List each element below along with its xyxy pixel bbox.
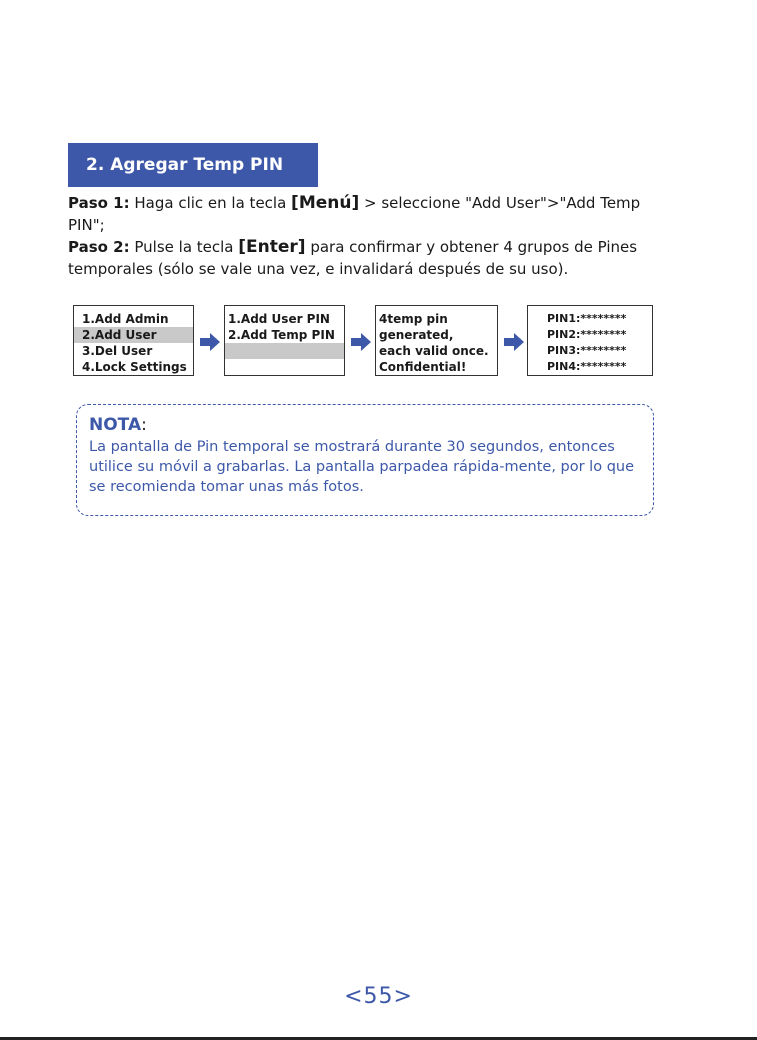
pin-line: PIN2:******** bbox=[547, 328, 627, 341]
menu-highlight-row bbox=[225, 343, 344, 359]
lcd-screen-main-menu bbox=[73, 305, 194, 376]
page-number: <55> bbox=[344, 984, 413, 1009]
pin-line: PIN3:******** bbox=[547, 344, 627, 357]
note-colon: : bbox=[141, 415, 147, 435]
note-heading bbox=[89, 413, 641, 437]
menu-item-add-admin: 1.Add Admin bbox=[82, 312, 169, 326]
step-1-text-a: Haga clic en la tecla bbox=[129, 194, 292, 212]
message-line: 4temp pin bbox=[379, 312, 448, 326]
note-box bbox=[76, 404, 654, 516]
step-2 bbox=[68, 236, 678, 280]
step-2-text-a: Pulse la tecla bbox=[129, 238, 239, 256]
pin-line: PIN1:******** bbox=[547, 312, 627, 325]
enter-key: [Enter] bbox=[238, 237, 306, 257]
lcd-screen-add-user-menu bbox=[224, 305, 345, 376]
pin-line: PIN4:******** bbox=[547, 360, 627, 373]
message-line: generated, bbox=[379, 328, 454, 342]
note-title: NOTA bbox=[89, 415, 142, 435]
menu-item-add-user: 2.Add User bbox=[74, 327, 193, 343]
message-line: each valid once. bbox=[379, 344, 489, 358]
arrow-right-icon bbox=[199, 332, 221, 352]
menu-item-lock-settings: 4.Lock Settings bbox=[82, 360, 187, 374]
message-line: Confidential! bbox=[379, 360, 467, 374]
instructions bbox=[68, 192, 678, 280]
arrow-right-icon bbox=[350, 332, 372, 352]
menu-item-add-temp-pin: 2.Add Temp PIN bbox=[228, 328, 335, 342]
step-1-text-b: > seleccione "Add User">"Add Temp PIN"; bbox=[68, 194, 641, 234]
section-heading bbox=[68, 143, 318, 187]
step-1-label: Paso 1: bbox=[68, 194, 130, 212]
section-title: 2. Agregar Temp PIN bbox=[86, 155, 284, 175]
lcd-screen-message bbox=[375, 305, 498, 376]
menu-item-add-user-pin: 1.Add User PIN bbox=[228, 312, 330, 326]
note-text: La pantalla de Pin temporal se mostrará durante 30 segundos, entonces utilice su móvil a grabarlas. La pantalla parpadea rápida-mente, por lo que se recomienda tomar unas más fotos. bbox=[89, 439, 635, 495]
lcd-screen-pins bbox=[527, 305, 653, 376]
menu-item-del-user: 3.Del User bbox=[82, 344, 153, 358]
step-1 bbox=[68, 192, 678, 236]
arrow-right-icon bbox=[503, 332, 525, 352]
step-2-text-b: para confirmar y obtener 4 grupos de Pines temporales (sólo se vale una vez, e invalidará después de su uso). bbox=[68, 238, 638, 278]
menu-key: [Menú] bbox=[291, 193, 360, 213]
step-2-label: Paso 2: bbox=[68, 238, 130, 256]
